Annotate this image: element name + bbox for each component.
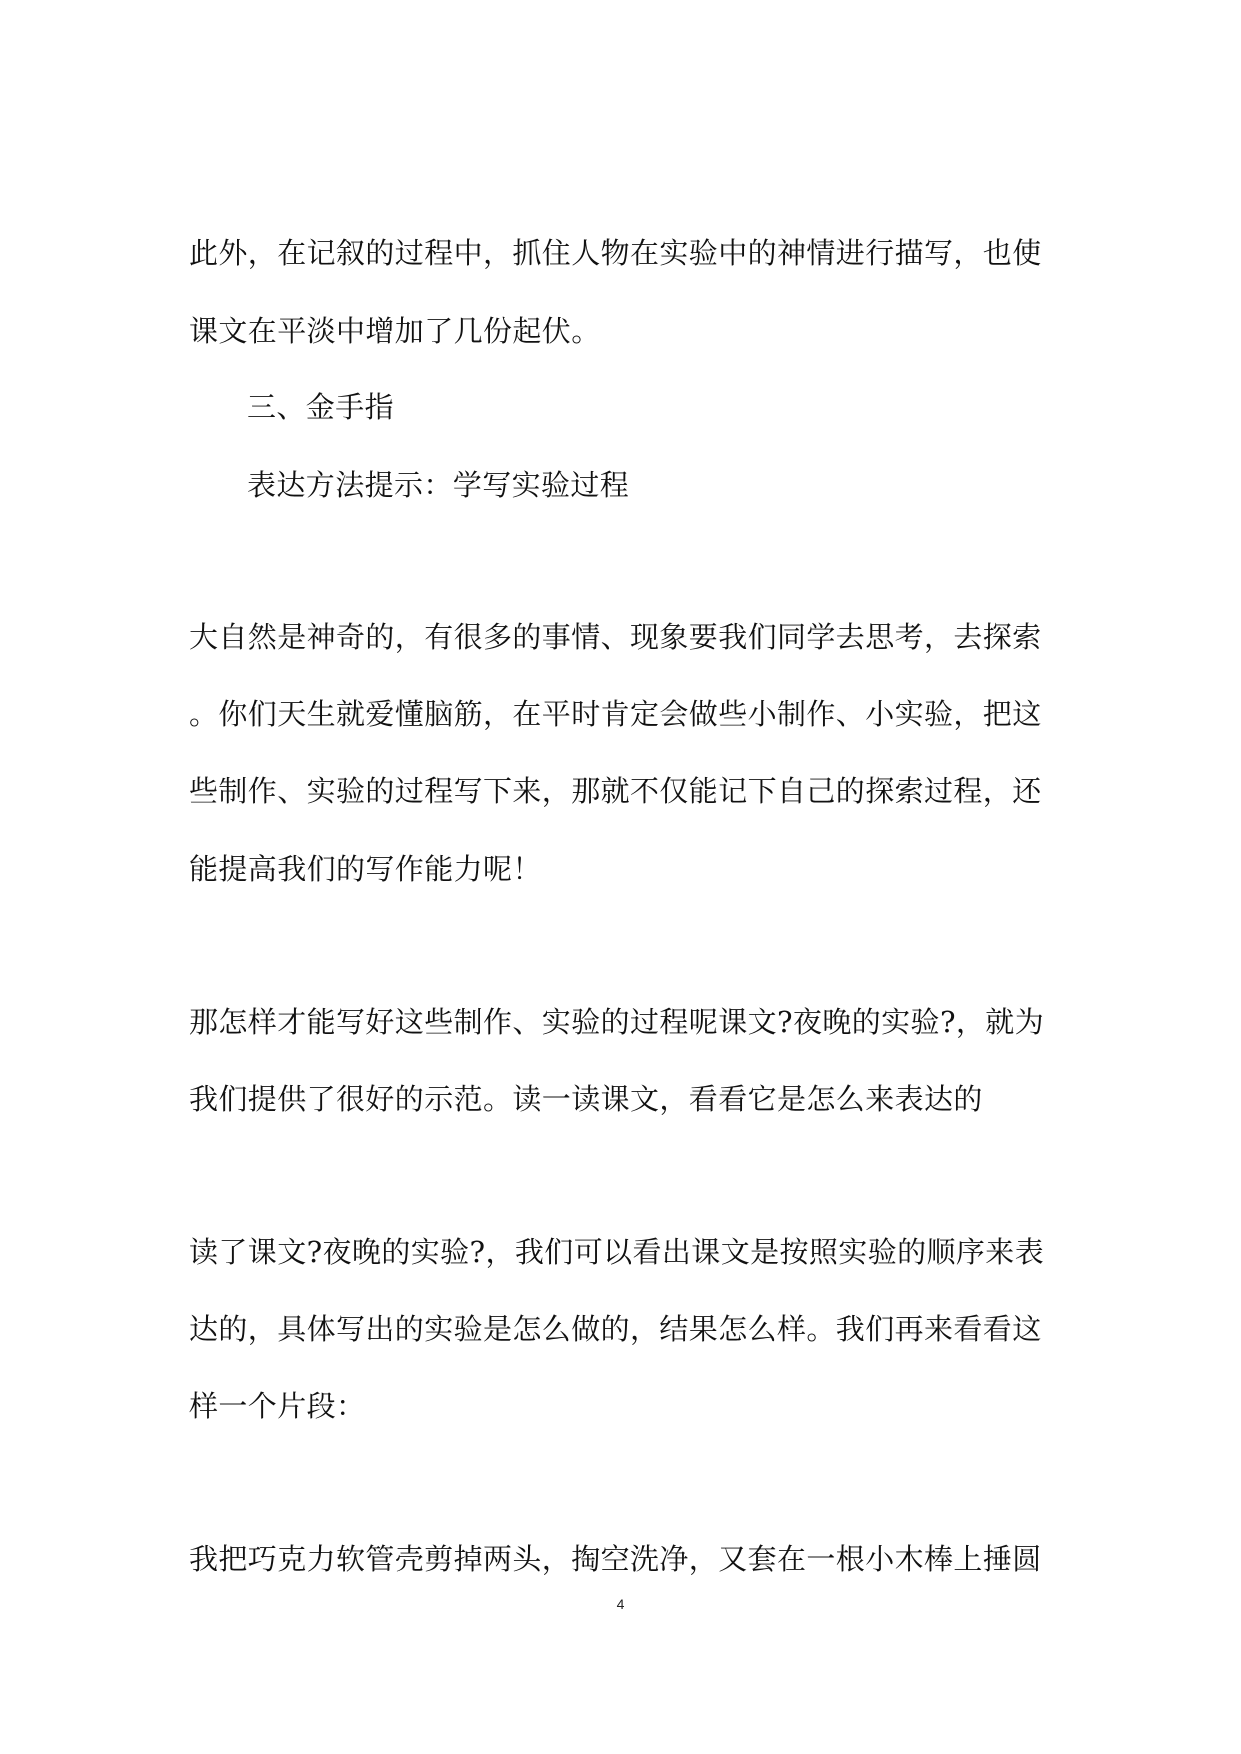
page-number: 4 — [616, 1596, 625, 1612]
text-line-11: 读了课文?夜晚的实验?，我们可以看出课文是按照实验的顺序来表 — [189, 1235, 1045, 1269]
section-heading: 三、金手指 — [247, 390, 395, 424]
text-line-6: 。你们天生就爱懂脑筋，在平时肯定会做些小制作、小实验，把这 — [189, 697, 1042, 731]
text-line-13: 样一个片段： — [189, 1389, 366, 1423]
text-line-12: 达的，具体写出的实验是怎么做的，结果怎么样。我们再来看看这 — [189, 1312, 1042, 1346]
text-line-10: 我们提供了很好的示范。读一读课文，看看它是怎么来表达的 — [189, 1082, 983, 1116]
text-line-2: 课文在平淡中增加了几份起伏。 — [189, 314, 601, 348]
text-line-9: 那怎样才能写好这些制作、实验的过程呢课文?夜晚的实验?，就为 — [189, 1005, 1045, 1039]
text-line-7: 些制作、实验的过程写下来，那就不仅能记下自己的探索过程，还 — [189, 774, 1042, 808]
text-line-5: 大自然是神奇的，有很多的事情、现象要我们同学去思考，去探索 — [189, 620, 1042, 654]
text-line-1: 此外，在记叙的过程中，抓住人物在实验中的神情进行描写，也使 — [189, 236, 1042, 270]
text-line-14: 我把巧克力软管壳剪掉两头，掏空洗净，又套在一根小木棒上捶圆 — [189, 1542, 1042, 1576]
text-line-8: 能提高我们的写作能力呢！ — [189, 852, 542, 886]
subheading: 表达方法提示：学写实验过程 — [247, 468, 630, 502]
